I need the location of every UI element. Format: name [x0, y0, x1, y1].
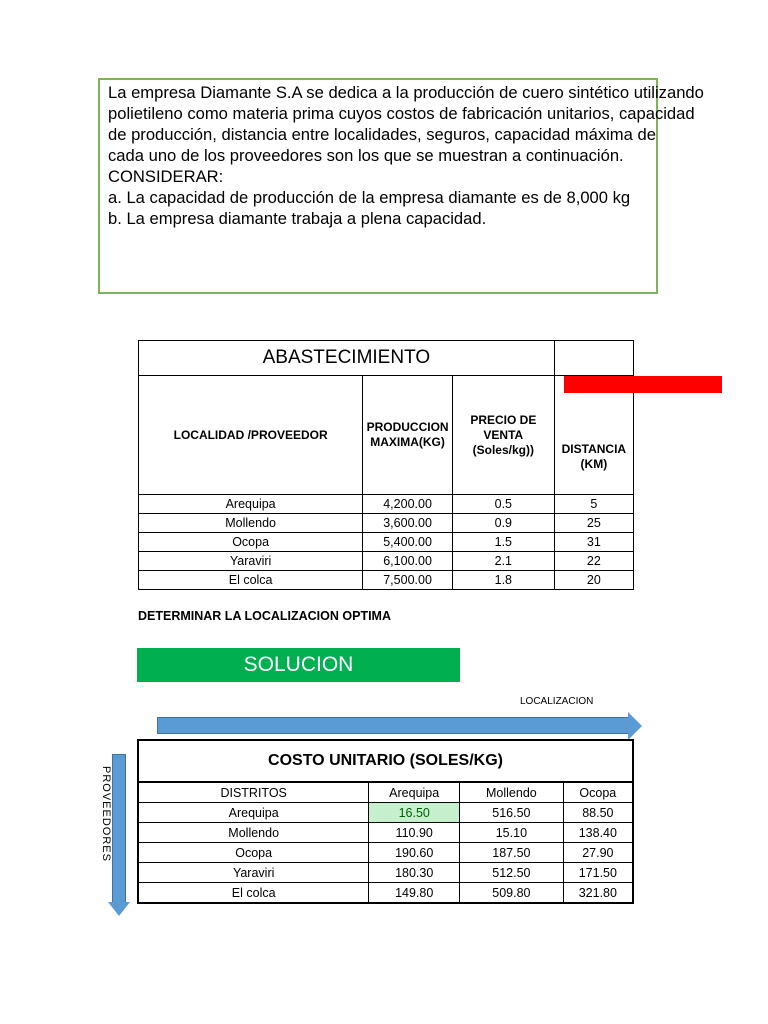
cell[interactable]: Yaraviri	[138, 863, 369, 883]
column-header[interactable]: LOCALIDAD /PROVEEDOR	[139, 376, 363, 495]
cell[interactable]: 2.1	[452, 552, 554, 571]
cell[interactable]: Mollendo	[139, 514, 363, 533]
column-header[interactable]: PRODUCCION MAXIMA(KG)	[363, 376, 453, 495]
solucion-banner: SOLUCION	[137, 648, 460, 682]
cell[interactable]: 138.40	[563, 823, 633, 843]
instruction-heading: DETERMINAR LA LOCALIZACION OPTIMA	[138, 609, 391, 623]
down-arrow-icon	[108, 902, 130, 916]
cell[interactable]: Arequipa	[138, 803, 369, 823]
cell[interactable]: 1.5	[452, 533, 554, 552]
column-header[interactable]: DISTANCIA (KM)	[554, 376, 633, 495]
intro-line: La empresa Diamante S.A se dedica a la producción de cuero sintético utilizando	[108, 83, 704, 102]
cell[interactable]: 0.9	[452, 514, 554, 533]
cell[interactable]: El colca	[139, 571, 363, 590]
cell[interactable]: 321.80	[563, 883, 633, 904]
cell[interactable]: 6,100.00	[363, 552, 453, 571]
table-row	[139, 495, 634, 514]
cell[interactable]: 149.80	[369, 883, 460, 904]
table-row	[138, 843, 633, 863]
cell[interactable]: Yaraviri	[139, 552, 363, 571]
cell[interactable]: 25	[554, 514, 633, 533]
column-header[interactable]: PRECIO DE VENTA (Soles/kg))	[452, 376, 554, 495]
proveedores-label: PROVEEDORES	[100, 766, 112, 862]
cell[interactable]: 22	[554, 552, 633, 571]
cell[interactable]: 512.50	[460, 863, 564, 883]
cell[interactable]: 509.80	[460, 883, 564, 904]
cell[interactable]: Mollendo	[138, 823, 369, 843]
cell[interactable]: 180.30	[369, 863, 460, 883]
table-row	[138, 863, 633, 883]
cell[interactable]: 5,400.00	[363, 533, 453, 552]
costo-unitario-table	[137, 739, 634, 904]
cell[interactable]: 27.90	[563, 843, 633, 863]
cell[interactable]: 15.10	[460, 823, 564, 843]
cell[interactable]: Ocopa	[138, 843, 369, 863]
cell[interactable]: Arequipa	[139, 495, 363, 514]
table-row	[138, 823, 633, 843]
table-row	[138, 803, 633, 823]
cell[interactable]: 1.8	[452, 571, 554, 590]
cell[interactable]: 5	[554, 495, 633, 514]
cell[interactable]: 88.50	[563, 803, 633, 823]
localizacion-label: LOCALIZACION	[520, 696, 594, 707]
cell[interactable]: 4,200.00	[363, 495, 453, 514]
intro-line: a. La capacidad de producción de la empresa diamante es de 8,000 kg	[108, 188, 631, 207]
proveedores-arrow-shaft	[112, 754, 126, 904]
table-row	[139, 533, 634, 552]
intro-line: CONSIDERAR:	[108, 167, 224, 186]
column-header[interactable]: Ocopa	[563, 782, 633, 803]
cell[interactable]: 0.5	[452, 495, 554, 514]
cell[interactable]: 171.50	[563, 863, 633, 883]
costo-title[interactable]: COSTO UNITARIO (SOLES/KG)	[138, 740, 633, 782]
column-header[interactable]: Arequipa	[369, 782, 460, 803]
selected-cell[interactable]: 16.50	[369, 803, 460, 823]
table-row	[138, 883, 633, 904]
abastecimiento-title[interactable]: ABASTECIMIENTO	[139, 341, 555, 376]
intro-line: de producción, distancia entre localidades, seguros, capacidad máxima de	[108, 125, 656, 144]
empty-cell[interactable]	[554, 341, 633, 376]
cell[interactable]: 516.50	[460, 803, 564, 823]
table-row	[139, 571, 634, 590]
cell[interactable]: Ocopa	[139, 533, 363, 552]
red-marker-bar	[564, 376, 722, 393]
cell[interactable]: 3,600.00	[363, 514, 453, 533]
cell[interactable]: 190.60	[369, 843, 460, 863]
intro-line: polietileno como materia prima cuyos costos de fabricación unitarios, capacidad	[108, 104, 695, 123]
cell[interactable]: 110.90	[369, 823, 460, 843]
cell[interactable]: 31	[554, 533, 633, 552]
cell[interactable]: 7,500.00	[363, 571, 453, 590]
column-header[interactable]: DISTRITOS	[138, 782, 369, 803]
cell[interactable]: 187.50	[460, 843, 564, 863]
column-header[interactable]: Mollendo	[460, 782, 564, 803]
table-row	[139, 514, 634, 533]
localizacion-arrow-shaft	[157, 717, 632, 734]
right-arrow-icon	[628, 712, 642, 740]
cell[interactable]: El colca	[138, 883, 369, 904]
intro-line: b. La empresa diamante trabaja a plena capacidad.	[108, 209, 487, 228]
problem-statement-box	[98, 78, 704, 294]
intro-line: cada uno de los proveedores son los que se muestran a continuación.	[108, 146, 624, 165]
cell[interactable]: 20	[554, 571, 633, 590]
table-row	[139, 552, 634, 571]
abastecimiento-table	[138, 340, 634, 590]
